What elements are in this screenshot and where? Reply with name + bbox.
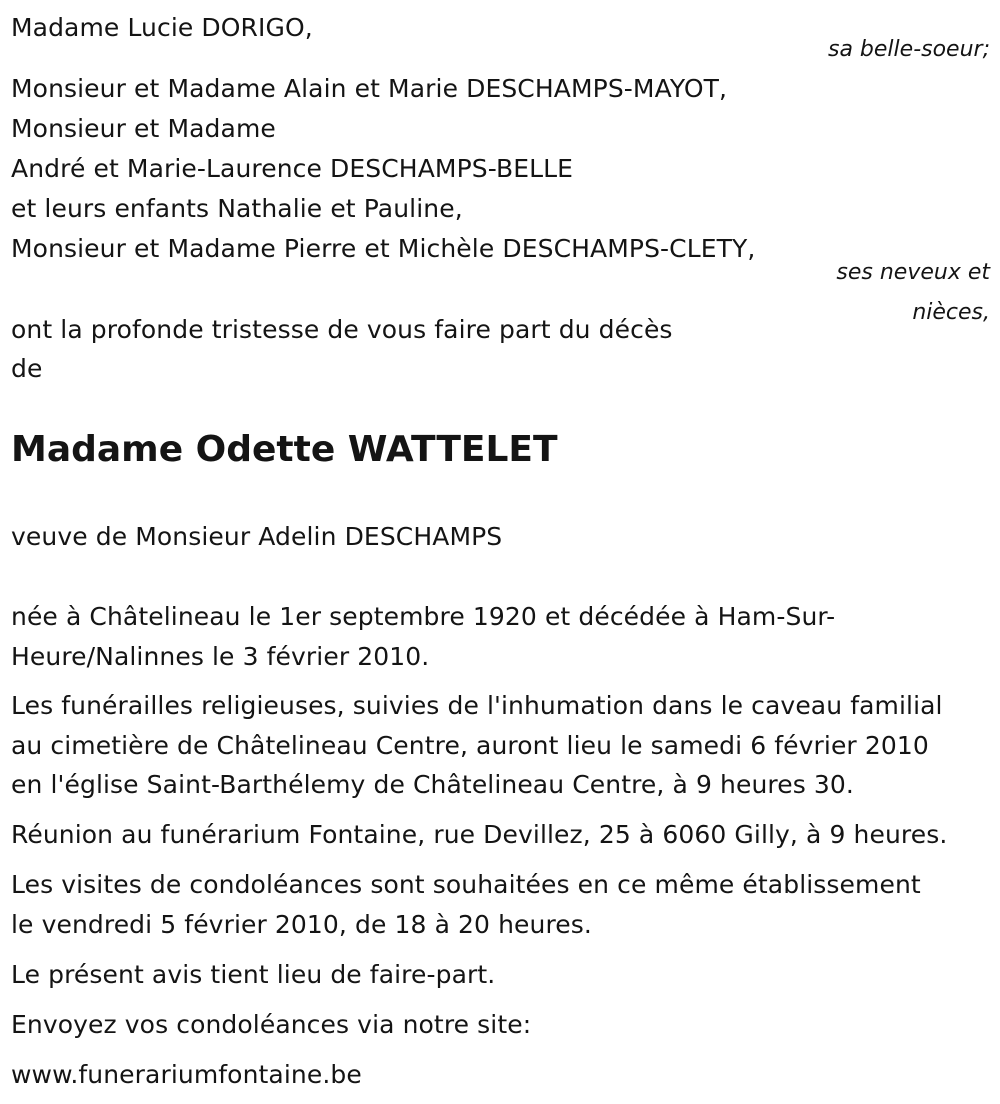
visits-line-2: le vendredi 5 février 2010, de 18 à 20 heures. — [11, 910, 592, 939]
family-line-monsieur-madame: Monsieur et Madame — [11, 114, 276, 143]
relation-neveux-line2: nièces, — [912, 300, 990, 325]
birth-death-line-2: Heure/Nalinnes le 3 février 2010. — [11, 642, 430, 671]
funeral-line-1: Les funérailles religieuses, suivies de l'inhumation dans le caveau familial — [11, 691, 943, 720]
family-line-deschamps-mayot: Monsieur et Madame Alain et Marie DESCHAMPS-MAYOT, — [11, 74, 728, 103]
visits-line-1: Les visites de condoléances sont souhaitées en ce même établissement — [11, 870, 921, 899]
funeral-line-2: au cimetière de Châtelineau Centre, auront lieu le samedi 6 février 2010 — [11, 731, 929, 760]
website-link[interactable]: www.funerariumfontaine.be — [11, 1060, 362, 1089]
meeting-line: Réunion au funérarium Fontaine, rue Devillez, 25 à 6060 Gilly, à 9 heures. — [11, 820, 948, 849]
family-line-deschamps-clety: Monsieur et Madame Pierre et Michèle DESCHAMPS-CLETY, — [11, 234, 756, 263]
intro-line-1: ont la profonde tristesse de vous faire part du décès — [11, 315, 673, 344]
relation-belle-soeur: sa belle-soeur; — [828, 37, 990, 62]
intro-line-2: de — [11, 354, 43, 383]
notice-line: Le présent avis tient lieu de faire-part. — [11, 960, 496, 989]
family-line-deschamps-belle: André et Marie-Laurence DESCHAMPS-BELLE — [11, 154, 574, 183]
relation-neveux-line1: ses neveux et — [836, 260, 990, 285]
widow-of: veuve de Monsieur Adelin DESCHAMPS — [11, 522, 503, 551]
condolences-text: Envoyez vos condoléances via notre site: — [11, 1010, 532, 1039]
family-line-children: et leurs enfants Nathalie et Pauline, — [11, 194, 463, 223]
funeral-line-3: en l'église Saint-Barthélemy de Châtelineau Centre, à 9 heures 30. — [11, 770, 854, 799]
family-line-dorigo: Madame Lucie DORIGO, — [11, 13, 313, 42]
website-link-wrapper — [11, 1055, 362, 1095]
birth-death-line-1: née à Châtelineau le 1er septembre 1920 et décédée à Ham-Sur- — [11, 602, 836, 631]
deceased-name: Madame Odette WATTELET — [11, 429, 558, 470]
